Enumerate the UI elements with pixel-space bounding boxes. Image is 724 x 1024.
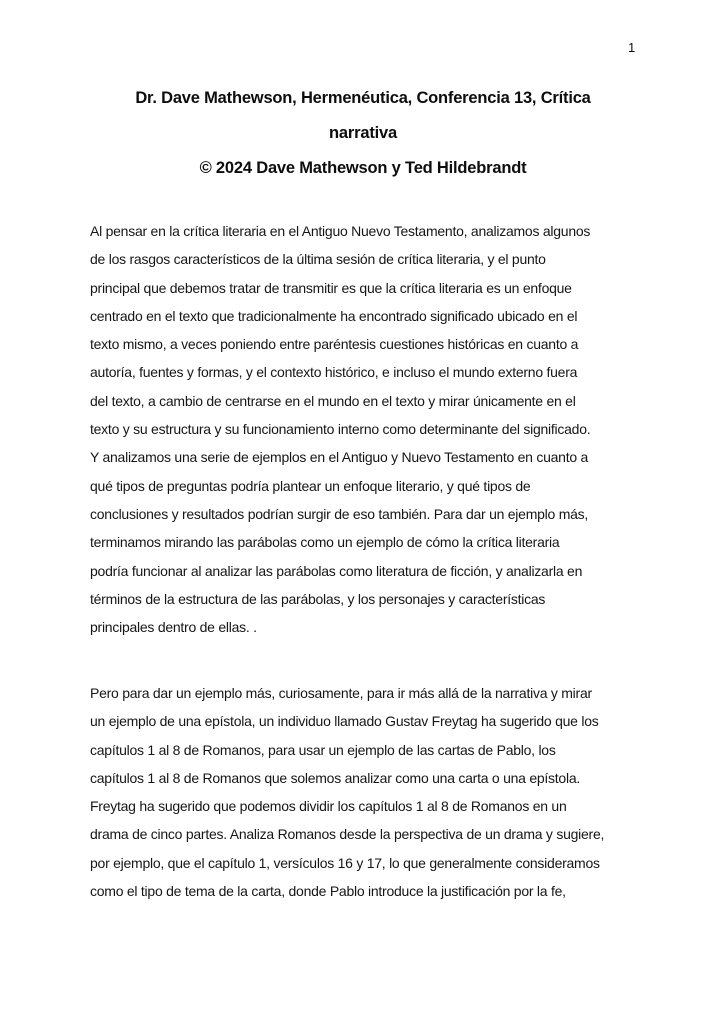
text-line: Pero para dar un ejemplo más, curiosamente, para ir más allá de la narrativa y mirar (90, 685, 592, 701)
title-line: narrativa (329, 124, 397, 142)
text-line: principal que debemos tratar de transmitir es que la crítica literaria es un enfoque (90, 279, 572, 296)
text-line: capítulos 1 al 8 de Romanos que solemos analizar como una carta o una epístola. (90, 769, 580, 786)
text-line: autoría, fuentes y formas, y el contexto histórico, e incluso el mundo externo fuera (90, 364, 578, 381)
paragraph-2 (90, 679, 650, 905)
text-line: drama de cinco partes. Analiza Romanos desde la perspectiva de un drama y sugiere, (90, 826, 605, 843)
title-line: © 2024 Dave Mathewson y Ted Hildebrandt (199, 159, 527, 177)
text-line: principales dentro de ellas. . (90, 619, 257, 636)
page-number: 1 (628, 40, 636, 55)
text-line: Al pensar en la crítica literaria en el Antiguo Nuevo Testamento, analizamos algunos (90, 223, 591, 239)
text-line: terminamos mirando las parábolas como un ejemplo de cómo la crítica literaria (90, 534, 560, 551)
text-line: capítulos 1 al 8 de Romanos, para usar un ejemplo de las cartas de Pablo, los (90, 741, 556, 758)
text-line: qué tipos de preguntas podría plantear un enfoque literario, y qué tipos de (90, 477, 531, 494)
text-line: texto mismo, a veces poniendo entre paréntesis cuestiones históricas en cuanto a (90, 336, 579, 353)
title-line: Dr. Dave Mathewson, Hermenéutica, Conferencia 13, Crítica (135, 89, 591, 107)
text-line: centrado en el texto que tradicionalmente ha encontrado significado ubicado en el (90, 307, 578, 324)
text-line: términos de la estructura de las parábolas, y los personajes y características (90, 590, 546, 607)
text-line: texto y su estructura y su funcionamiento interno como determinante del significado. (90, 421, 591, 438)
text-line: Freytag ha sugerido que podemos dividir los capítulos 1 al 8 de Romanos en un (90, 798, 567, 815)
paragraph-1 (90, 217, 650, 641)
document-title (90, 81, 636, 186)
text-line: un ejemplo de una epístola, un individuo llamado Gustav Freytag ha sugerido que los (90, 713, 599, 730)
text-line: podría funcionar al analizar las parábolas como literatura de ficción, y analizarla en (90, 562, 583, 579)
text-line: como el tipo de tema de la carta, donde Pablo introduce la justificación por la fe, (90, 883, 566, 900)
text-line: Y analizamos una serie de ejemplos en el Antiguo y Nuevo Testamento en cuanto a (90, 449, 589, 466)
text-line: por ejemplo, que el capítulo 1, versículos 16 y 17, lo que generalmente consideramos (90, 854, 600, 871)
text-line: del texto, a cambio de centrarse en el mundo en el texto y mirar únicamente en el (90, 392, 576, 409)
text-line: conclusiones y resultados podrían surgir de eso también. Para dar un ejemplo más, (90, 505, 589, 522)
text-line: de los rasgos característicos de la última sesión de crítica literaria, y el punto (90, 251, 546, 268)
